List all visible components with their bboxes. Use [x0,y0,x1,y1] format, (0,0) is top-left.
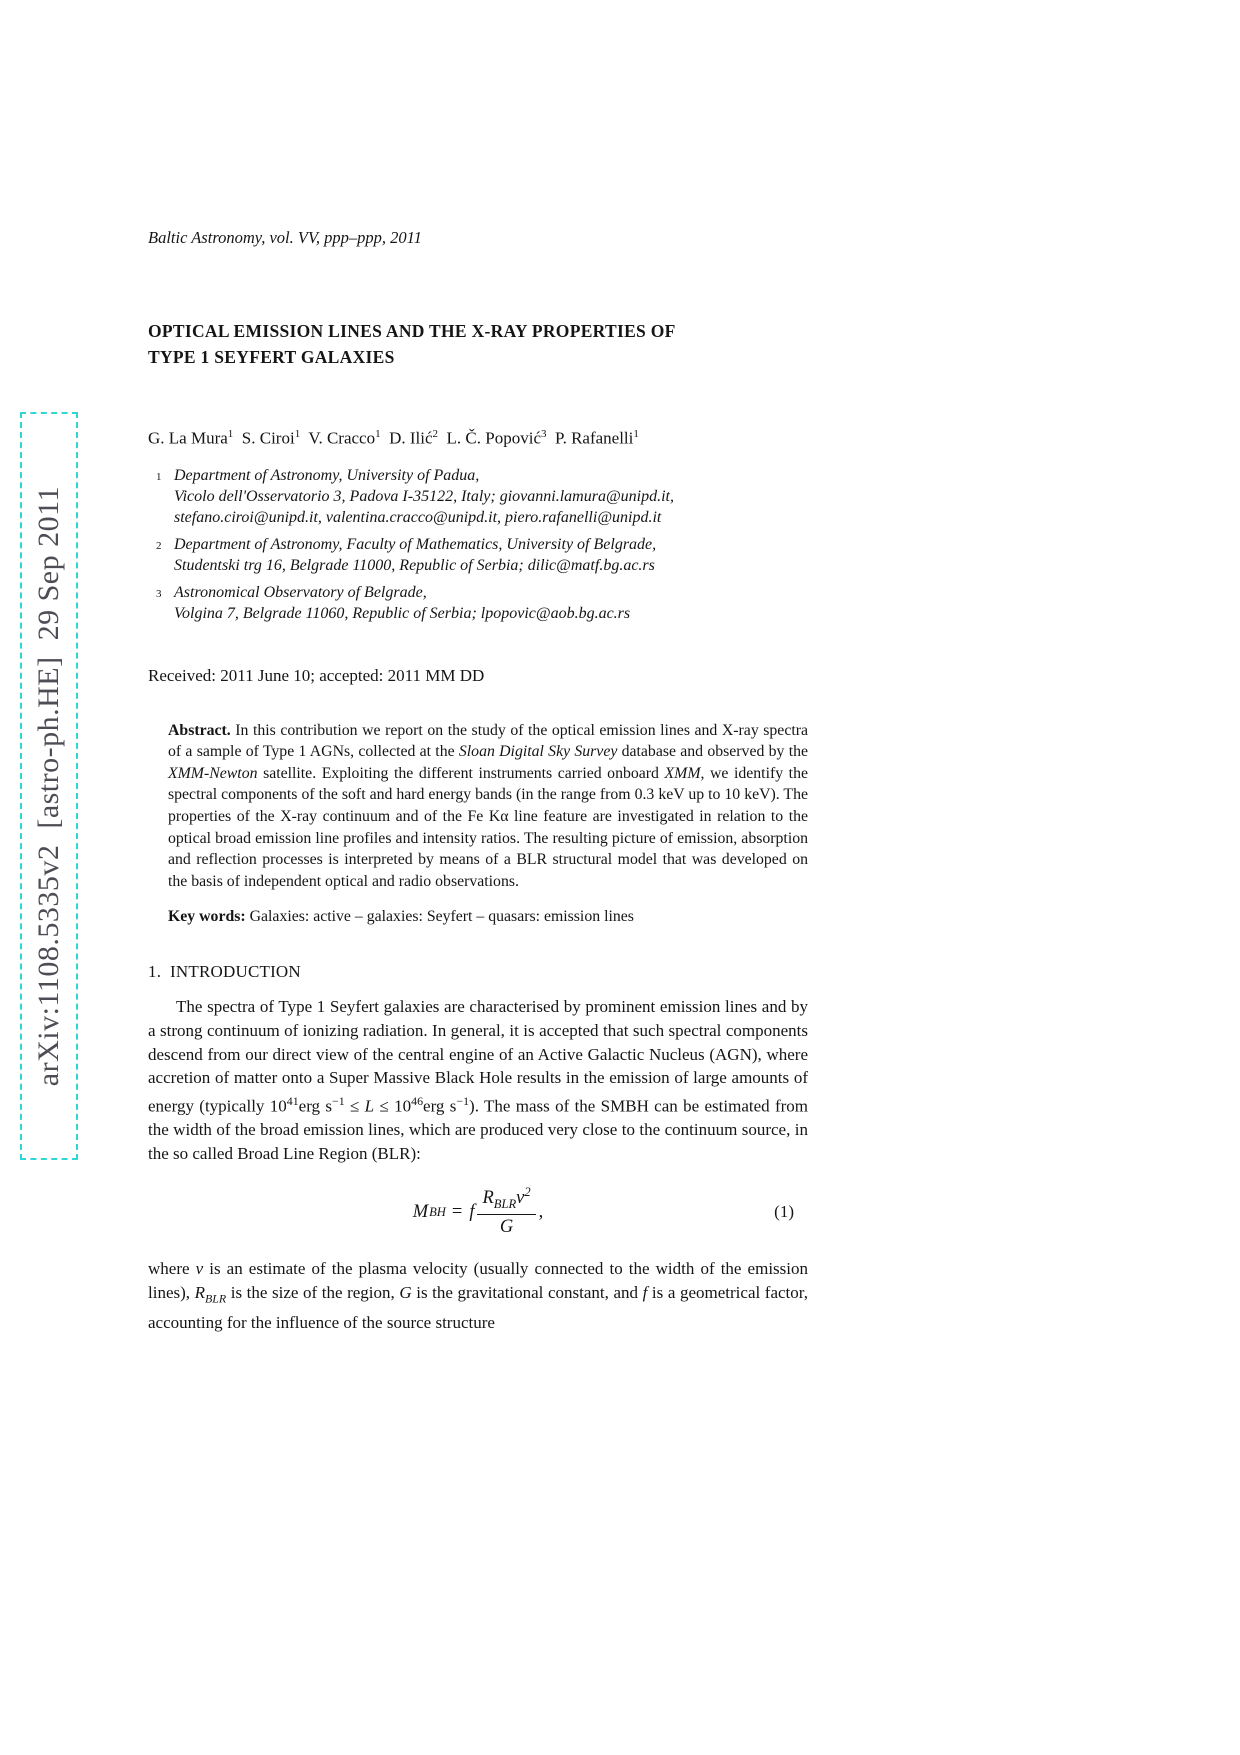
page-content [148,228,808,1334]
authors-line: G. La Mura$^1$ S. Ciroi$^1$ V. Cracco$^1$ D. Ilić$^2$ L. Č. Popović$^3$ P. Rafanelli$^1$ [148,428,639,448]
received-line: Received: 2011 June 10; accepted: 2011 MM DD [148,665,485,685]
affiliation-1-number: 1 [156,470,162,483]
eq-equals: = [451,1201,463,1222]
abstract-paragraph: Abstract. In this contribution we report on the study of the optical emission lines and X-ray spectra of a sample of Type 1 AGNs, collected at the Sloan Digital Sky Survey database and observed by the XMM-Newton satellite. Exploiting the different instruments carried onboard XMM, we identify the spectral components of the soft and hard energy bands (in the range from 0.3 keV up to 10 keV). The properties of the X-ray continuum and of the Fe Kα line feature are investigated in relation to the optical broad emission line profiles and intensity ratios. The resulting picture of emission, absorption and reflection processes is interpreted by means of a BLR structural model that was developed on the basis of independent optical and radio observations. [168,721,808,890]
eq-var-v: v [516,1188,525,1209]
affiliation-1-line: Department of Astronomy, University of Padua, [174,466,480,484]
affiliation-3-number: 3 [156,587,162,600]
affiliation-3 [148,582,808,624]
equation-1 [148,1183,808,1241]
journal-header: Baltic Astronomy, vol. VV, ppp–ppp, 2011 [148,228,422,247]
affiliation-1 [148,465,808,528]
eq-sup-2: 2 [524,1185,531,1200]
paper-title-line2: TYPE 1 SEYFERT GALAXIES [148,347,395,367]
paper-title [148,318,808,370]
equation-1-body [412,1185,545,1239]
affiliation-2-line: Department of Astronomy, Faculty of Mathematics, University of Belgrade, [174,535,657,553]
eq-var-M: M [412,1201,429,1222]
intro-paragraph: The spectra of Type 1 Seyfert galaxies are characterised by prominent emission lines and by a strong continuum of ionizing radiation. In general, it is accepted that such spectral components descend from our direct view of the central engine of an Active Galactic Nucleus (AGN), where accretion of matter onto a Super Massive Black Hole results in the emission of large amounts of energy (typically $10^{41}erg$ $s^{-1} \le L \le 10^{46}erg$ $s^{-1}$). The mass of the SMBH can be estimated from the width of the broad emission lines, which are produced very close to the continuum source, in the so called Broad Line Region (BLR): [148,997,809,1163]
arxiv-watermark [20,412,78,1160]
affiliation-1-line: Vicolo dell'Osservatorio 3, Padova I-35122, Italy; giovanni.lamura@unipd.it, [174,487,674,505]
affiliations [148,465,808,624]
equation-number: (1) [774,1202,794,1222]
affiliation-2-number: 2 [156,539,162,552]
after-equation-paragraph: where v is an estimate of the plasma velocity (usually connected to the width of the emission lines), $R_{BLR}$ is the size of the region, G is the gravitational constant, and f is a geometrical factor, accounting for the influence of the source structure [148,1259,808,1332]
eq-sub-BH: BH [429,1204,446,1219]
affiliation-1-line: stefano.ciroi@unipd.it, valentina.cracco@unipd.it, piero.rafanelli@unipd.it [174,508,662,526]
eq-var-f: f [469,1201,475,1222]
eq-var-R: R [482,1188,494,1209]
keywords-line: Key words: Galaxies: active – galaxies: Seyfert – quasars: emission lines [168,908,634,926]
affiliation-2 [148,534,808,576]
arxiv-id-text: arXiv:1108.5335v2 [astro-ph.HE] 29 Sep 2011 [32,485,65,1087]
affiliation-2-line: Studentski trg 16, Belgrade 11000, Republic of Serbia; dilic@matf.bg.ac.rs [174,556,655,574]
paper-title-line1: OPTICAL EMISSION LINES AND THE X-RAY PROPERTIES OF [148,321,676,341]
eq-sub-BLR: BLR [493,1197,517,1212]
eq-fraction [477,1185,535,1239]
eq-comma: , [538,1201,544,1222]
section-heading-introduction: 1. INTRODUCTION [148,962,301,982]
affiliation-3-line: Astronomical Observatory of Belgrade, [174,583,427,601]
eq-denominator-G: G [499,1216,514,1237]
eq-numerator [477,1185,535,1215]
affiliation-3-line: Volgina 7, Belgrade 11060, Republic of Serbia; lpopovic@aob.bg.ac.rs [174,604,631,622]
